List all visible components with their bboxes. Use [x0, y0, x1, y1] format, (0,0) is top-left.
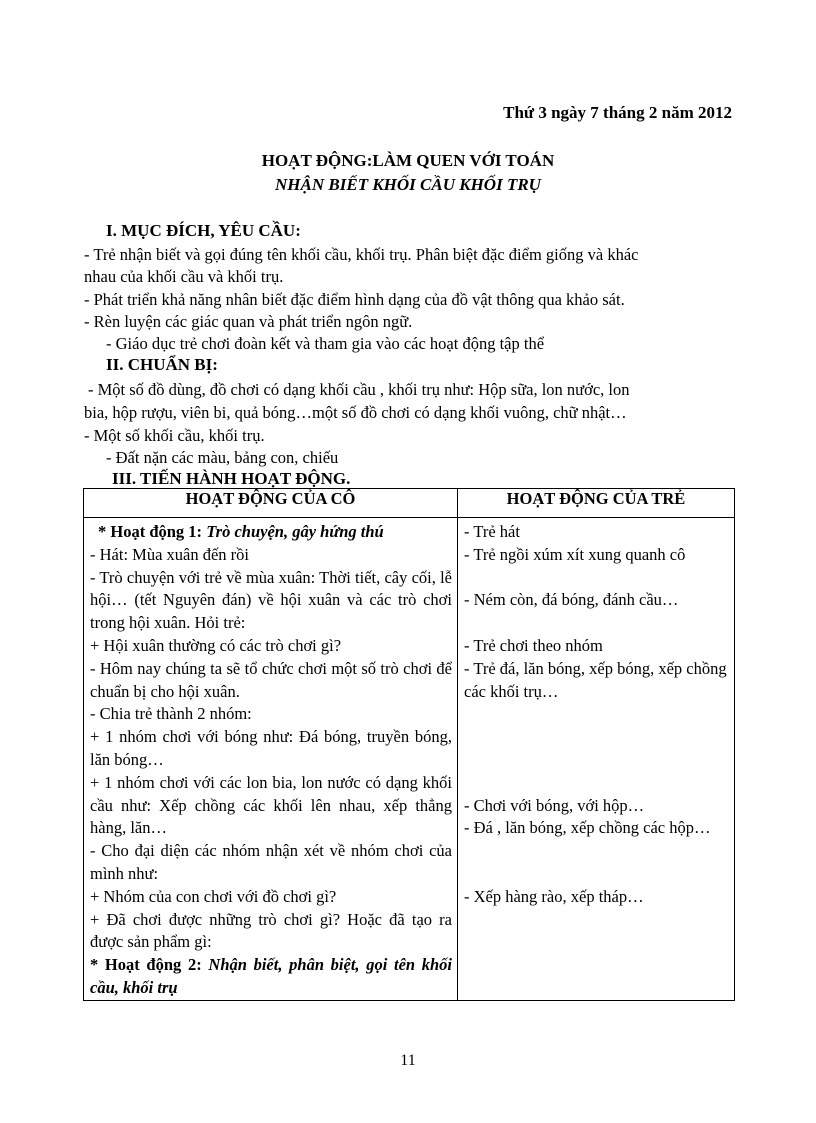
section-1-line: - Trẻ nhận biết và gọi đúng tên khối cầu, khối trụ. Phân biệt đặc điểm giống và khác	[84, 245, 639, 264]
teacher-line: + Đã chơi được những trò chơi gì? Hoặc đã tạo ra được sản phẩm gì:	[90, 909, 452, 952]
children-line: - Xếp hàng rào, xếp tháp…	[464, 886, 644, 906]
activity-2-heading	[90, 954, 452, 1000]
section-3-heading: III. TIẾN HÀNH HOẠT ĐỘNG.	[112, 469, 351, 488]
lesson-title-sub: NHẬN BIẾT KHỐI CẦU KHỐI TRỤ	[275, 175, 541, 194]
section-1-line: - Phát triển khả năng nhân biết đặc điểm hình dạng của đồ vật thông qua khảo sát.	[84, 290, 625, 309]
teacher-line: + Nhóm của con chơi với đồ chơi gì?	[90, 886, 337, 906]
lesson-title-main: HOẠT ĐỘNG:LÀM QUEN VỚI TOÁN	[261, 151, 555, 170]
section-1-line: nhau của khối cầu và khối trụ.	[84, 267, 284, 286]
children-line: - Chơi với bóng, với hộp…	[464, 795, 645, 815]
children-line: - Đá , lăn bóng, xếp chồng các hộp…	[464, 818, 711, 838]
teacher-activities-cell	[84, 518, 458, 1001]
children-line: - Trẻ ngồi xúm xít xung quanh cô	[464, 544, 686, 564]
children-column-header: HOẠT ĐỘNG CỦA TRẺ	[458, 489, 735, 518]
section-1-heading: I. MỤC ĐÍCH, YÊU CẦU:	[106, 221, 301, 240]
teacher-line: - Trò chuyện với trẻ về mùa xuân: Thời tiết, cây cối, lễ hội… (tết Nguyên đán) về hội xuân và các trò chơi trong hội xuân. Hỏi trẻ:	[90, 567, 452, 633]
page-number: 11	[400, 1052, 416, 1069]
section-2-line: bia, hộp rượu, viên bi, quả bóng…một số đồ chơi có dạng khối vuông, chữ nhật…	[84, 403, 627, 422]
teacher-line: + 1 nhóm chơi với các lon bia, lon nước có dạng khối cầu như: Xếp chồng các khối lên nhau, xếp thẳng hàng, lăn…	[90, 772, 452, 838]
section-2-heading: II. CHUẨN BỊ:	[106, 355, 218, 374]
activity-table	[83, 488, 735, 1001]
section-2-line: - Một số khối cầu, khối trụ.	[84, 426, 265, 445]
section-1-line: - Giáo dục trẻ chơi đoàn kết và tham gia vào các hoạt động tập thể	[106, 334, 545, 353]
children-line: - Trẻ chơi theo nhóm	[464, 635, 603, 655]
children-line: - Trẻ hát	[464, 522, 520, 541]
children-line: - Trẻ đá, lăn bóng, xếp bóng, xếp chồng các khối trụ…	[464, 658, 727, 701]
section-2-line: - Đất nặn các màu, bảng con, chiếu	[106, 448, 339, 467]
lesson-title	[0, 149, 816, 197]
children-activities-cell	[458, 518, 735, 1001]
teacher-line: - Hát: Mùa xuân đến rồi	[90, 544, 249, 564]
teacher-line: - Cho đại diện các nhóm nhận xét về nhóm chơi của mình như:	[90, 841, 452, 883]
activity-1-label: * Hoạt động 1:	[98, 522, 203, 541]
activity-1-heading	[90, 521, 452, 544]
teacher-line: - Hôm nay chúng ta sẽ tổ chức chơi một số trò chơi để chuẩn bị cho hội xuân.	[90, 658, 452, 701]
activity-1-title: Trò chuyện, gây hứng thú	[206, 522, 384, 541]
activity-2-label: * Hoạt động 2:	[90, 955, 202, 975]
teacher-line: + 1 nhóm chơi với bóng như: Đá bóng, truyền bóng, lăn bóng…	[90, 727, 452, 769]
teacher-column-header: HOẠT ĐỘNG CỦA CÔ	[84, 489, 458, 518]
document-date: Thứ 3 ngày 7 tháng 2 năm 2012	[503, 103, 732, 122]
activity-2-title: Nhận biết, phân biệt, gọi tên khối cầu, khối trụ	[90, 955, 453, 997]
teacher-line: - Chia trẻ thành 2 nhóm:	[90, 704, 252, 724]
teacher-line: + Hội xuân thường có các trò chơi gì?	[90, 635, 342, 655]
section-2-line: - Một số đồ dùng, đồ chơi có dạng khối cầu , khối trụ như: Hộp sữa, lon nước, lon	[88, 380, 630, 399]
children-line: - Ném còn, đá bóng, đánh cầu…	[464, 590, 679, 610]
section-1-line: - Rèn luyện các giác quan và phát triển ngôn ngữ.	[84, 312, 413, 331]
